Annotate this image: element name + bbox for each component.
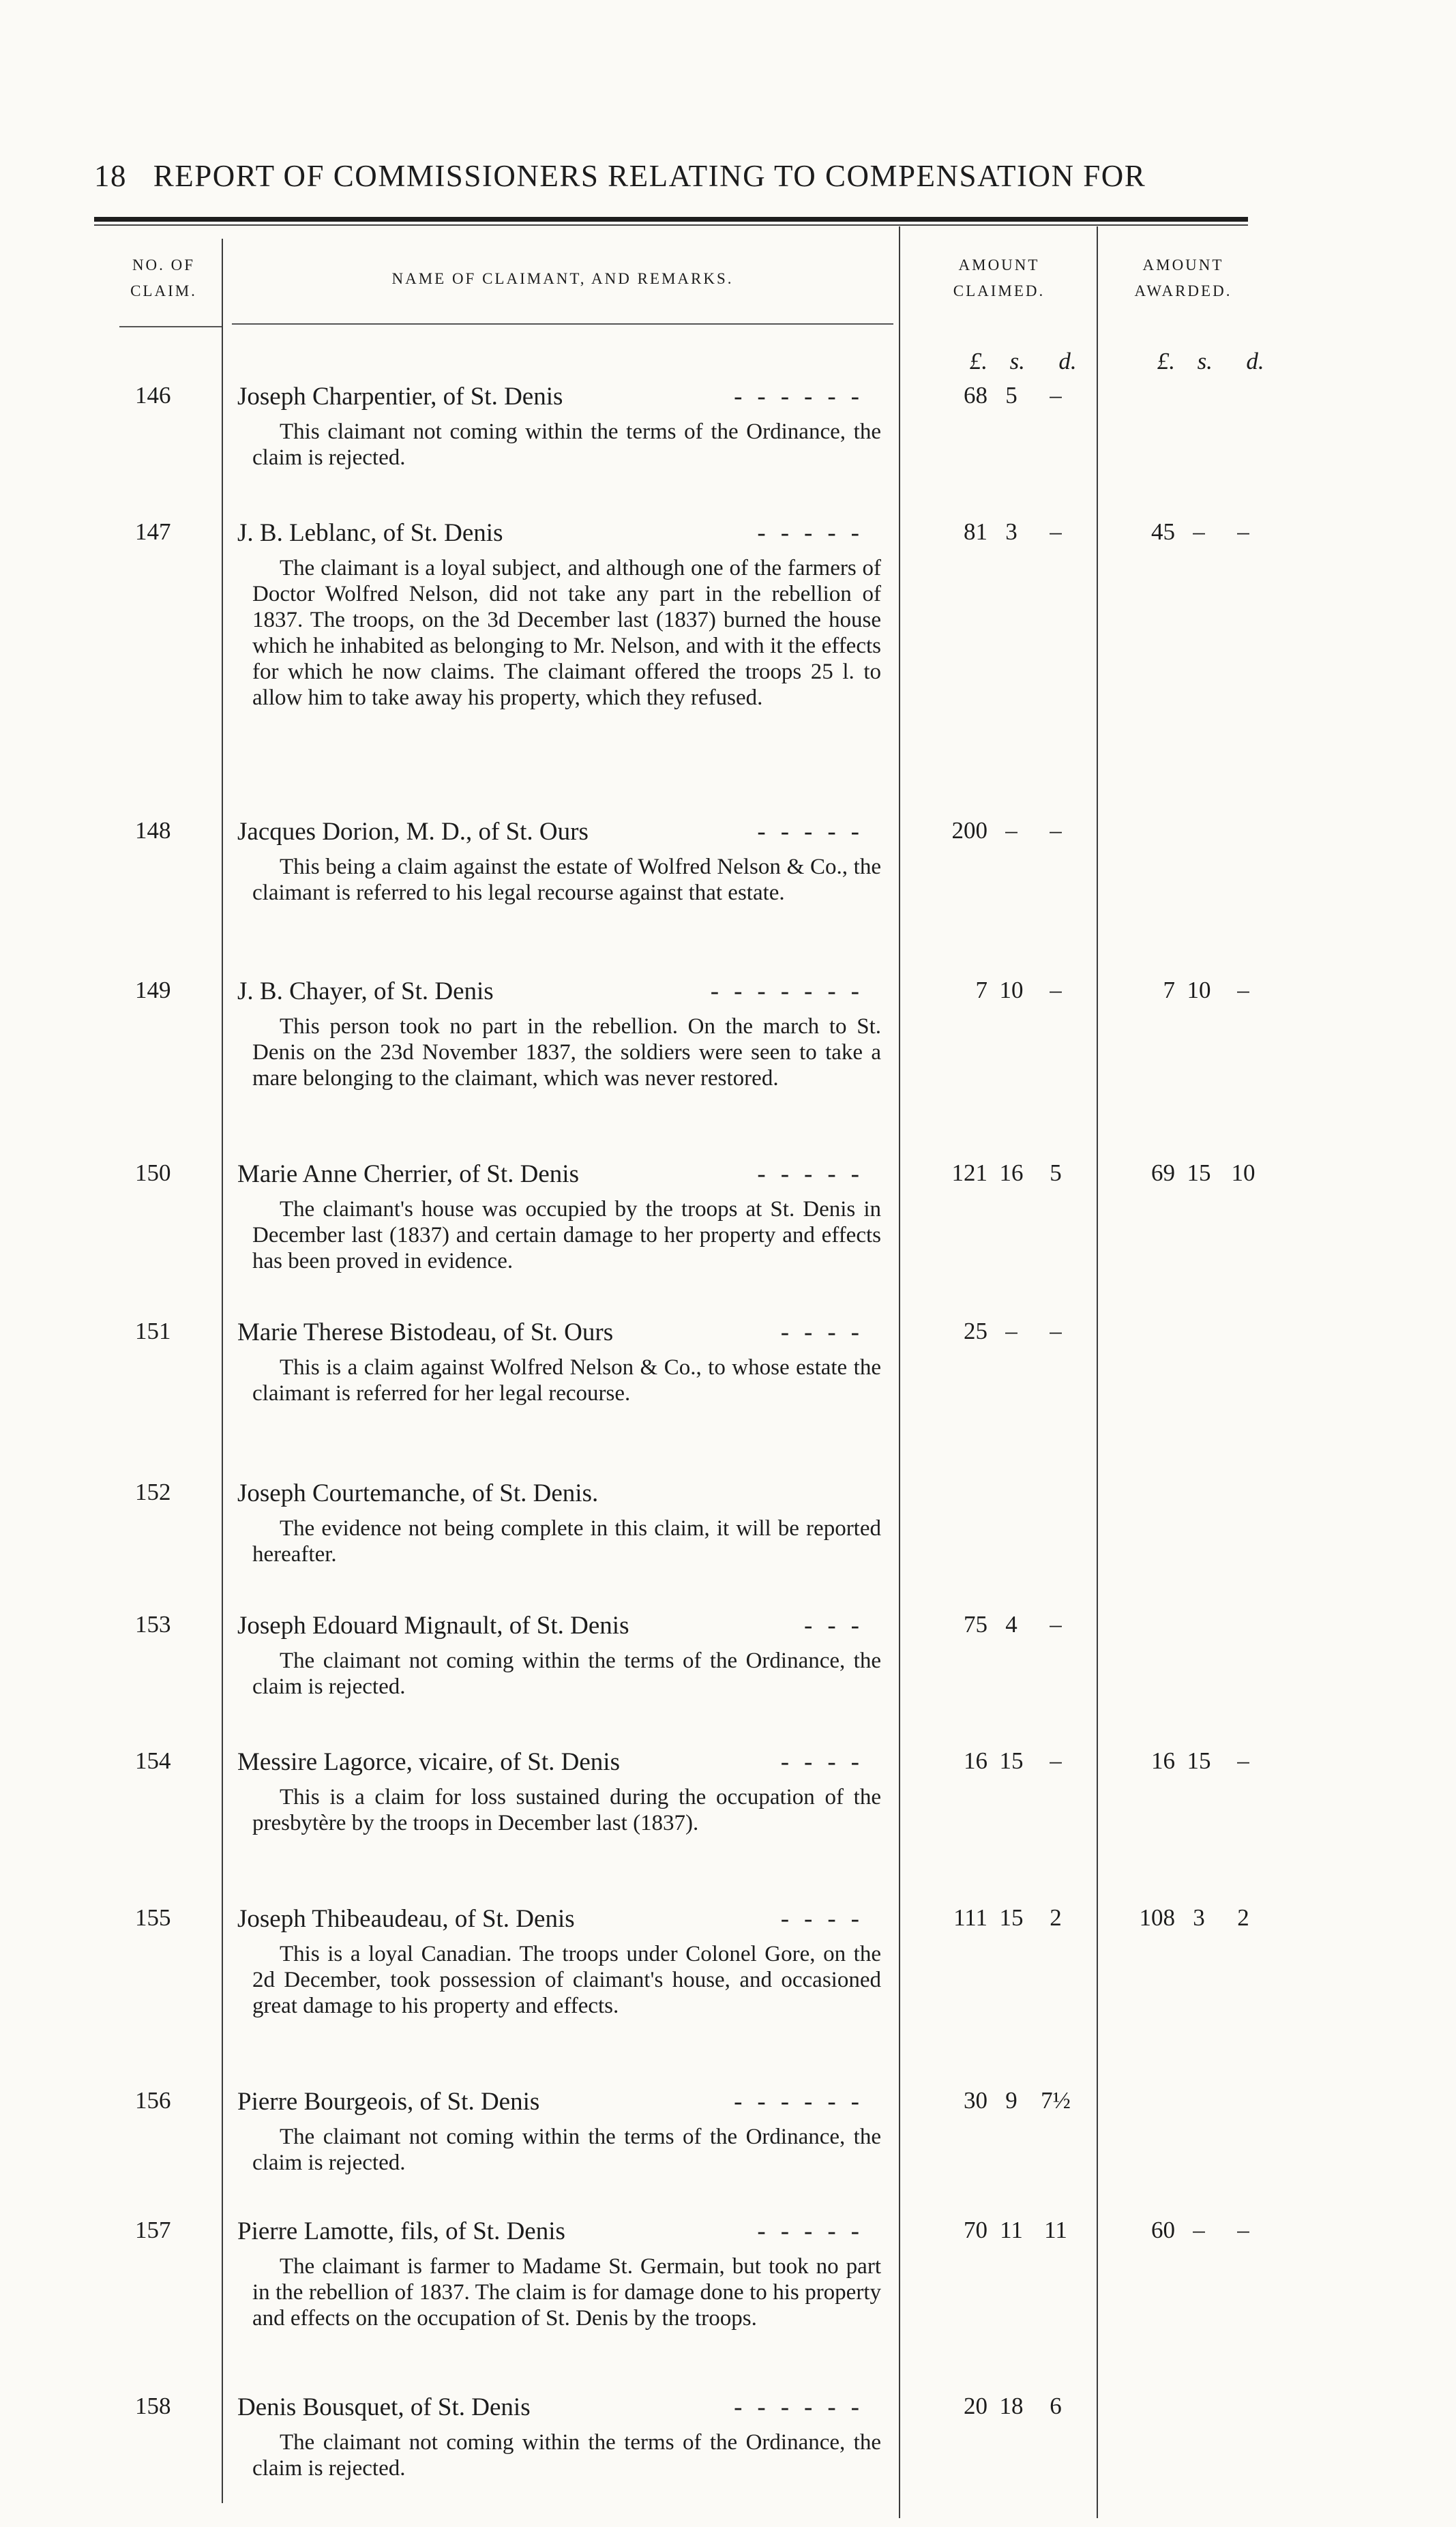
units-awarded [1122, 348, 1276, 375]
unit-shilling: s. [1009, 348, 1025, 374]
amount-awarded: 45 – – [1151, 518, 1249, 545]
claim-number: 152 [135, 1479, 171, 1505]
claimant-name: Pierre Bourgeois, of St. Denis ------ [237, 2088, 874, 2116]
claim-number: 156 [135, 2087, 171, 2114]
amount-awarded: 108 3 2 [1139, 1904, 1249, 1931]
claim-remark: This person took no part in the rebellion. On the march to St. Denis on the 23d November 1837, the soldiers were seen to take a mare belonging to the claimant, which was never restored. [252, 1014, 881, 1091]
claimant-name: J. B. Leblanc, of St. Denis ----- [237, 519, 874, 547]
claim-number: 158 [135, 2393, 171, 2419]
amount-claimed: 111 15 2 [953, 1904, 1062, 1931]
claim-remark: This being a claim against the estate of Wolfred Nelson & Co., the claimant is referred to his legal recourse against that estate. [252, 855, 881, 905]
claim-remark: This claimant not coming within the terms of the Ordinance, the claim is rejected. [252, 419, 881, 470]
claim-number: 151 [135, 1318, 171, 1344]
claimant-name: Jacques Dorion, M. D., of St. Ours ----- [237, 818, 874, 846]
header-rule-thin [94, 224, 1248, 226]
claimant-name: Joseph Thibeaudeau, of St. Denis ---- [237, 1905, 874, 1933]
claim-remark: The claimant not coming within the terms of the Ordinance, the claim is rejected. [252, 2125, 881, 2175]
column-heading-claimed: AMOUNT CLAIMED. [953, 256, 1045, 299]
column-heading-name: NAME OF CLAIMANT, AND REMARKS. [391, 270, 734, 287]
amount-awarded: 60 – – [1151, 2217, 1249, 2243]
claim-number: 149 [135, 977, 171, 1003]
page-header [94, 158, 1247, 194]
unit-pence: d. [1246, 348, 1264, 374]
claim-number: 146 [135, 382, 171, 409]
claim-number: 147 [135, 518, 171, 545]
amount-claimed: 7 10 – [975, 977, 1062, 1003]
claim-remark: This is a claim for loss sustained during the occupation of the presbytère by the troops in December last (1837). [252, 1785, 881, 1835]
claim-remark: The claimant not coming within the terms of the Ordinance, the claim is rejected. [252, 2430, 881, 2481]
amount-awarded: 7 10 – [1163, 977, 1249, 1003]
column-heading-awarded: AMOUNT AWARDED. [1134, 256, 1232, 299]
header-rule [94, 217, 1248, 222]
claim-remark: The claimant's house was occupied by the troops at St. Denis in December last (1837) and certain damage to her property and effects has been proved in evidence. [252, 1197, 881, 1273]
claimant-name: Messire Lagorce, vicaire, of St. Denis ---- [237, 1748, 874, 1776]
claimant-name: J. B. Chayer, of St. Denis ------- [237, 977, 874, 1005]
amount-claimed: 75 4 – [964, 1611, 1062, 1638]
claimant-name: Marie Therese Bistodeau, of St. Ours ---- [237, 1318, 874, 1346]
amount-claimed: 200 – – [951, 817, 1062, 844]
claim-remark: The claimant is a loyal subject, and although one of the farmers of Doctor Wolfred Nelson, did not take any part in the rebellion of 1837. The troops, on the 3d December last (1837) burned the house which he inhabited as belonging to Mr. Nelson, and with it the effects for which he now claims. The claimant offered the troops 25 l. to allow him to take away his property, which they refused. [252, 556, 881, 710]
amount-claimed: 68 5 – [964, 382, 1062, 409]
column-heading-no: NO. OF CLAIM. [130, 256, 197, 299]
divider-no-name [222, 239, 223, 2503]
claim-remark: The evidence not being complete in this claim, it will be reported hereafter. [252, 1516, 881, 1567]
claim-number: 150 [135, 1159, 171, 1186]
claimant-name: Joseph Charpentier, of St. Denis ------ [237, 383, 874, 411]
page-number: 18 [94, 159, 127, 193]
claimant-name: Denis Bousquet, of St. Denis ------ [237, 2393, 874, 2421]
divider-name-claimed [899, 226, 900, 2518]
amount-claimed: 16 15 – [964, 1747, 1062, 1774]
claim-remark: The claimant not coming within the terms of the Ordinance, the claim is rejected. [252, 1649, 881, 1699]
amount-claimed: 81 3 – [964, 518, 1062, 545]
amount-awarded: 69 15 10 [1151, 1159, 1256, 1186]
claimant-name: Marie Anne Cherrier, of St. Denis ----- [237, 1160, 874, 1188]
page-title: REPORT OF COMMISSIONERS RELATING TO COMPENSATION FOR [153, 159, 1146, 193]
claimant-name: Joseph Courtemanche, of St. Denis. [237, 1479, 599, 1507]
heading-rule-no [119, 326, 222, 327]
claim-number: 155 [135, 1904, 171, 1931]
amount-claimed: 70 11 11 [964, 2217, 1067, 2243]
claim-number: 154 [135, 1747, 171, 1774]
claim-number: 148 [135, 817, 171, 844]
claimant-name: Pierre Lamotte, fils, of St. Denis ----- [237, 2217, 874, 2245]
claim-remark: This is a loyal Canadian. The troops under Colonel Gore, on the 2d December, took possession of claimant's house, and occasioned great damage to his property and effects. [252, 1942, 881, 2018]
amount-claimed: 25 – – [964, 1318, 1062, 1344]
claim-number: 153 [135, 1611, 171, 1638]
amount-awarded: 16 15 – [1151, 1747, 1249, 1774]
unit-shilling: s. [1197, 348, 1213, 374]
claim-remark: The claimant is farmer to Madame St. Germain, but took no part in the rebellion of 1837. The claim is for damage done to his property and effects on the occupation of St. Denis by the troops. [252, 2254, 881, 2331]
unit-pound: £. [1157, 348, 1175, 374]
units-claimed [934, 348, 1088, 375]
unit-pound: £. [969, 348, 987, 374]
amount-claimed: 20 18 6 [964, 2393, 1062, 2419]
heading-rule-name [232, 323, 893, 325]
divider-claimed-awarded [1097, 226, 1098, 2518]
unit-pence: d. [1058, 348, 1077, 374]
claim-remark: This is a claim against Wolfred Nelson & Co., to whose estate the claimant is referred for her legal recourse. [252, 1355, 881, 1406]
claimant-name: Joseph Edouard Mignault, of St. Denis --- [237, 1612, 874, 1640]
claim-number: 157 [135, 2217, 171, 2243]
amount-claimed: 121 16 5 [951, 1159, 1062, 1186]
amount-claimed: 30 9 7½ [964, 2087, 1071, 2114]
